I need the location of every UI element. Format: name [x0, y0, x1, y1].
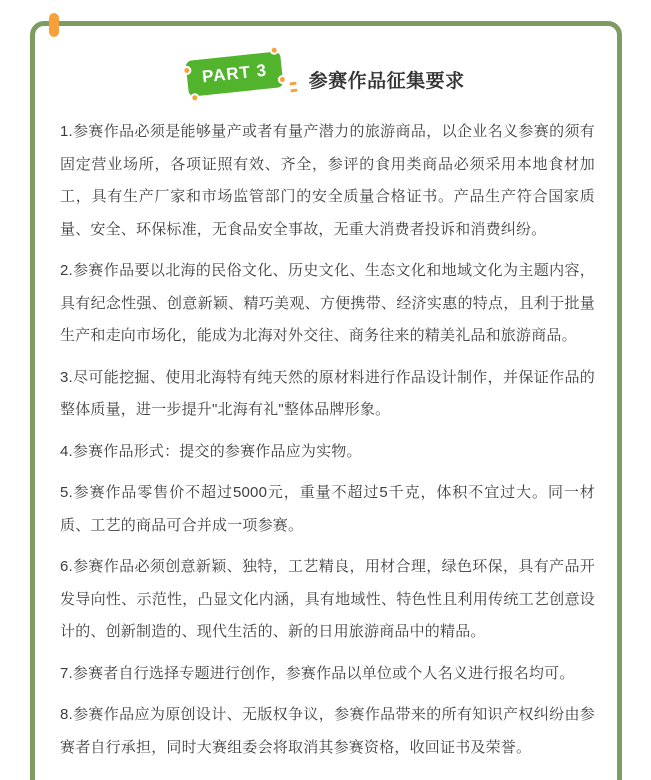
part-badge-label: PART 3	[201, 60, 269, 87]
requirement-paragraph-7: 7.参赛者自行选择专题进行创作，参赛作品以单位或个人名义进行报名均可。	[60, 664, 575, 682]
requirement-paragraph-3: 3.尽可能挖掘、使用北海特有纯天然的原材料进行作品设计制作，并保证作品的整体质量，进一步提升"北海有礼"整体品牌形象。	[60, 368, 595, 418]
requirement-paragraph-4: 4.参赛作品形式：提交的参赛作品应为实物。	[60, 442, 362, 460]
requirements-list	[35, 116, 617, 780]
section-header	[35, 56, 617, 93]
part-badge	[186, 51, 284, 97]
orange-capsule-accent	[49, 13, 59, 37]
requirement-paragraph-1: 1.参赛作品必须是能够量产或者有量产潜力的旅游商品，以企业名义参赛的须有固定营业场所，各项证照有效、齐全，参评的食用类商品必须采用本地食材加工，具有生产厂家和市场监管部门的安全质量合格证书。产品生产符合国家质量、安全、环保标准，无食品安全事故，无重大消费者投诉和消费纠纷。	[60, 123, 595, 238]
badge-corner-dot-icon	[192, 95, 197, 100]
badge-corner-dot-icon	[185, 68, 190, 73]
requirement-paragraph-2: 2.参赛作品要以北海的民俗文化、历史文化、生态文化和地域文化为主题内容，具有纪念性强、创意新颖、精巧美观、方便携带、经济实惠的特点，且利于批量生产和走向市场化，能成为北海对外交往、商务往来的精美礼品和旅游商品。	[60, 262, 595, 344]
decor-colon-icon	[289, 82, 297, 93]
requirement-paragraph-8: 8.参赛作品应为原创设计、无版权争议，参赛作品带来的所有知识产权纠纷由参赛者自行承担，同时大赛组委会将取消其参赛资格，收回证书及荣誉。	[60, 706, 595, 756]
badge-corner-dot-icon	[280, 77, 285, 82]
badge-corner-dot-icon	[272, 47, 277, 52]
requirement-paragraph-6: 6.参赛作品必须创意新颖、独特，工艺精良，用材合理，绿色环保，具有产品开发导向性、示范性，凸显文化内涵，具有地域性、特色性且利用传统工艺创意设计的、创新制造的、现代生活的、新的日用旅游商品中的精品。	[60, 558, 595, 640]
green-border-frame	[30, 21, 622, 780]
requirement-paragraph-5: 5.参赛作品零售价不超过5000元，重量不超过5千克，体积不宜过大。同一材质、工艺的商品可合并成一项参赛。	[60, 484, 595, 534]
section-title: 参赛作品征集要求	[308, 71, 465, 92]
